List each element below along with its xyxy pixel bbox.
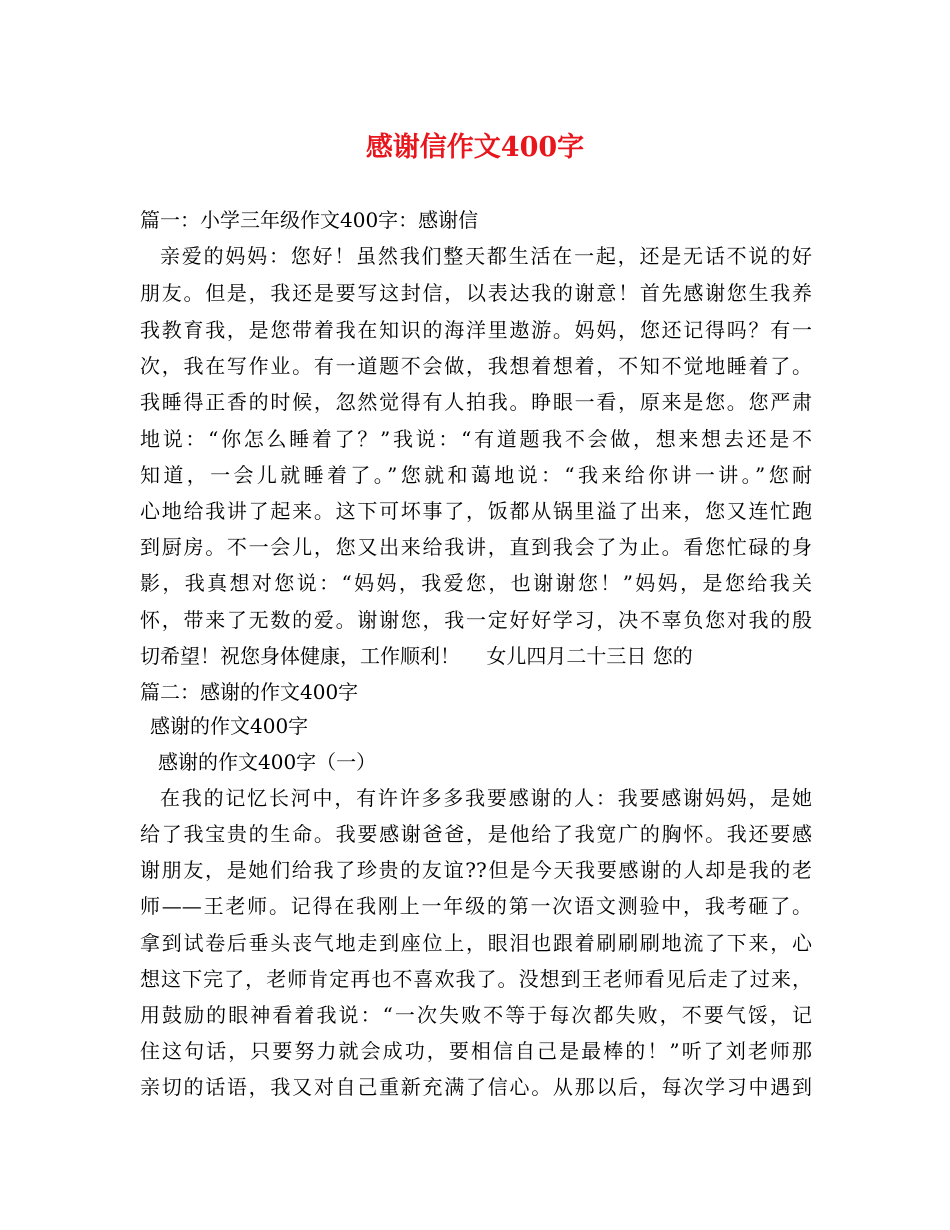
paragraph-line: 次，我在写作业。有一道题不会做，我想着想着，不知不觉地睡着了。 <box>140 354 812 378</box>
section-subtitle: 感谢的作文400字 <box>150 714 309 738</box>
paragraph-line: 亲爱的妈妈：您好！虽然我们整天都生活在一起，还是无话不说的好 <box>160 244 812 268</box>
paragraph-line: 用鼓励的眼神看着我说：“一次失败不等于每次都失败，不要气馁，记 <box>140 1003 812 1027</box>
paragraph-line: 我睡得正香的时候，忽然觉得有人拍我。睁眼一看，原来是您。您严肃 <box>140 390 812 414</box>
section-heading: 篇二：感谢的作文400字 <box>140 680 359 704</box>
paragraph-line: 谢朋友，是她们给我了珍贵的友谊??但是今天我要感谢的人却是我的老 <box>140 858 812 882</box>
paragraph-line: 住这句话，只要努力就会成功，要相信自己是最棒的！”听了刘老师那 <box>140 1039 812 1063</box>
paragraph-line: 在我的记忆长河中，有许许多多我要感谢的人：我要感谢妈妈，是她 <box>160 786 812 810</box>
paragraph-line: 想这下完了，老师肯定再也不喜欢我了。没想到王老师看见后走了过来， <box>140 967 812 991</box>
paragraph-line: 怀，带来了无数的爱。谢谢您，我一定好好学习，决不辜负您对我的殷 <box>140 608 812 632</box>
paragraph-line: 朋友。但是，我还是要写这封信，以表达我的谢意！首先感谢您生我养 <box>140 281 812 305</box>
paragraph-line: 我教育我，是您带着我在知识的海洋里遨游。妈妈，您还记得吗？有一 <box>140 318 812 342</box>
paragraph-line: 到厨房。不一会儿，您又出来给我讲，直到我会了为止。看您忙碌的身 <box>140 535 812 559</box>
paragraph-line: 切希望！祝您身体健康，工作顺利！ 女儿四月二十三日 您的 <box>140 644 693 668</box>
section-heading: 篇一：小学三年级作文400字：感谢信 <box>140 208 479 232</box>
paragraph-line: 影，我真想对您说：“妈妈，我爱您，也谢谢您！”妈妈，是您给我关 <box>140 571 812 595</box>
paragraph-line: 给了我宝贵的生命。我要感谢爸爸，是他给了我宽广的胸怀。我还要感 <box>140 822 812 846</box>
paragraph-line: 知道，一会儿就睡着了。”您就和蔼地说：“我来给你讲一讲。”您耐 <box>140 463 812 487</box>
paragraph-line: 拿到试卷后垂头丧气地走到座位上，眼泪也跟着刷刷刷地流了下来，心 <box>140 931 812 955</box>
paragraph-line: 心地给我讲了起来。这下可坏事了，饭都从锅里溢了出来，您又连忙跑 <box>140 499 812 523</box>
paragraph-line: 地说：“你怎么睡着了？”我说：“有道题我不会做，想来想去还是不 <box>140 427 812 451</box>
paragraph-line: 亲切的话语，我又对自己重新充满了信心。从那以后，每次学习中遇到 <box>140 1075 812 1099</box>
section-part-title: 感谢的作文400字（一） <box>158 750 377 774</box>
document-title: 感谢信作文400字 <box>365 132 585 163</box>
paragraph-line: 师——王老师。记得在我刚上一年级的第一次语文测验中，我考砸了。 <box>140 894 812 918</box>
